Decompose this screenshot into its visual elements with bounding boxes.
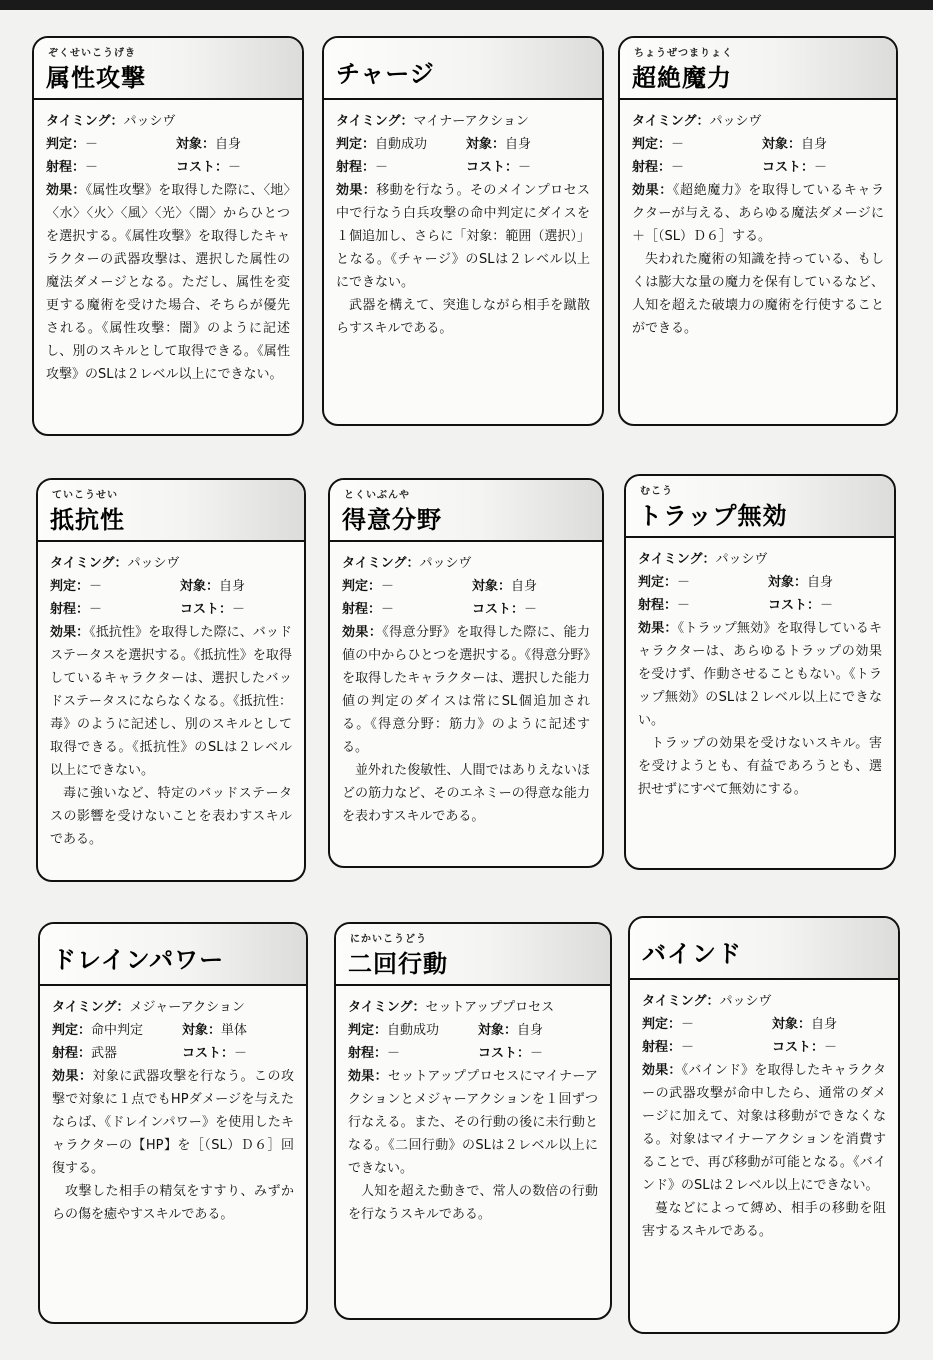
range-label: 射程：	[342, 602, 382, 617]
cost-cell	[466, 156, 531, 179]
effect-paragraph	[336, 179, 590, 294]
card-body	[40, 986, 306, 1226]
judge-value: －	[671, 137, 685, 152]
judge-label: 判定：	[342, 579, 382, 594]
judge-row	[52, 1019, 294, 1042]
flavor-text: 武器を構えて、突進しながら相手を蹴散らすスキルである。	[336, 298, 590, 336]
timing-label: タイミング：	[50, 556, 128, 571]
range-row	[642, 1036, 886, 1059]
cost-cell	[180, 598, 245, 621]
flavor-text: 失われた魔術の知識を持っている、もしくは膨大な量の魔力を保有しているなど、人知を超えた破壊力の魔術を行使することができる。	[632, 252, 884, 336]
effect-paragraph	[638, 617, 882, 732]
judge-label: 判定：	[46, 137, 86, 152]
timing-row	[342, 552, 590, 575]
target-value: 自身	[219, 579, 246, 594]
card-header	[38, 480, 304, 542]
skill-card	[32, 36, 304, 436]
judge-row	[348, 1019, 598, 1042]
effect-text: 《トラップ無効》を取得しているキャラクターは、あらゆるトラップの効果を受けず、作動させることもない。《トラップ無効》のSLは２レベル以上にできない。	[638, 621, 882, 728]
effect-paragraph	[50, 621, 292, 782]
flavor-text: 毒に強いなど、特定のバッドステータスの影響を受けないことを表わすスキルである。	[50, 786, 292, 847]
effect-text: 《超絶魔力》を取得しているキャラクターが与える、あらゆる魔法ダメージに＋［（SL）Ｄ６］する。	[632, 183, 884, 244]
range-row	[46, 156, 290, 179]
card-header	[630, 918, 898, 980]
judge-value: －	[677, 575, 691, 590]
range-label: 射程：	[638, 598, 678, 613]
card-body	[336, 986, 610, 1226]
timing-label: タイミング：	[342, 556, 420, 571]
timing-row	[336, 110, 590, 133]
judge-value: 自動成功	[387, 1023, 440, 1038]
judge-value: －	[681, 1017, 695, 1032]
range-label: 射程：	[348, 1046, 388, 1061]
target-cell	[176, 133, 241, 156]
page-top-border	[0, 0, 933, 10]
card-body	[38, 542, 304, 851]
target-cell	[478, 1019, 543, 1042]
cost-value: －	[524, 602, 538, 617]
effect-text: 《得意分野》を取得した際に、能力値の中からひとつを選択する。《得意分野》を取得したキャラクターは、選択した能力値の判定のダイスは常にSL個追加される。《得意分野：筋力》のように記述する。	[342, 625, 590, 755]
target-cell	[472, 575, 537, 598]
judge-label: 判定：	[348, 1023, 388, 1038]
timing-row	[50, 552, 292, 575]
cost-label: コスト：	[762, 160, 815, 175]
target-cell	[466, 133, 531, 156]
effect-text: 対象に武器攻撃を行なう。この攻撃で対象に１点でもHPダメージを与えたならば、《ドレインパワー》を使用したキャラクターの【HP】を［（SL）Ｄ６］回復する。	[52, 1069, 294, 1176]
target-label: 対象：	[768, 575, 808, 590]
effect-label: 効果：	[342, 625, 383, 640]
cost-cell	[762, 156, 827, 179]
timing-row	[638, 548, 882, 571]
judge-row	[336, 133, 590, 156]
target-value: 自身	[215, 137, 242, 152]
range-value: －	[671, 160, 685, 175]
timing-value: メジャーアクション	[129, 1000, 245, 1015]
judge-label: 判定：	[336, 137, 376, 152]
flavor-text: 攻撃した相手の精気をすすり、みずからの傷を癒やすスキルである。	[52, 1184, 294, 1222]
target-label: 対象：	[180, 579, 220, 594]
cost-label: コスト：	[182, 1046, 235, 1061]
judge-value: 命中判定	[91, 1023, 144, 1038]
judge-row	[50, 575, 292, 598]
skill-title: 得意分野	[342, 506, 442, 534]
effect-paragraph	[642, 1059, 886, 1197]
card-header	[336, 924, 610, 986]
range-row	[632, 156, 884, 179]
card-header	[40, 924, 306, 986]
skill-card	[628, 916, 900, 1334]
target-cell	[762, 133, 827, 156]
effect-paragraph	[348, 1065, 598, 1180]
skill-card	[618, 36, 898, 426]
range-row	[336, 156, 590, 179]
judge-label: 判定：	[50, 579, 90, 594]
timing-row	[52, 996, 294, 1019]
cost-label: コスト：	[472, 602, 525, 617]
timing-label: タイミング：	[632, 114, 710, 129]
card-body	[34, 100, 302, 386]
skill-title: 抵抗性	[50, 506, 125, 534]
cost-label: コスト：	[768, 598, 821, 613]
target-cell	[768, 571, 833, 594]
timing-value: パッシヴ	[709, 114, 762, 129]
title-ruby: ていこうせい	[52, 490, 118, 501]
cost-label: コスト：	[772, 1040, 825, 1055]
title-ruby: ぞくせいこうげき	[48, 48, 136, 59]
skill-card	[38, 922, 308, 1324]
cost-cell	[176, 156, 241, 179]
effect-paragraph	[52, 1065, 294, 1180]
range-row	[348, 1042, 598, 1065]
card-header	[620, 38, 896, 100]
target-label: 対象：	[466, 137, 506, 152]
effect-label: 効果：	[52, 1069, 93, 1084]
judge-label: 判定：	[52, 1023, 92, 1038]
skill-card	[624, 474, 896, 870]
cost-value: －	[232, 602, 246, 617]
judge-value: －	[381, 579, 395, 594]
target-value: 自身	[807, 575, 834, 590]
cost-label: コスト：	[176, 160, 229, 175]
title-ruby: ちょうぜつまりょく	[634, 48, 733, 59]
cost-value: －	[814, 160, 828, 175]
skill-title: 二回行動	[348, 950, 448, 978]
effect-text: 《バインド》を取得したキャラクターの武器攻撃が命中したら、通常のダメージに加えて、対象は移動ができなくなる。対象はマイナーアクションを消費することで、再び移動が可能となる。《バインド》のSLは２レベル以上にできない。	[642, 1063, 886, 1193]
effect-label: 効果：	[642, 1063, 682, 1078]
target-value: 自身	[511, 579, 538, 594]
judge-value: 自動成功	[375, 137, 428, 152]
range-value: －	[387, 1046, 401, 1061]
card-body	[330, 542, 602, 828]
effect-label: 効果：	[336, 183, 377, 198]
target-label: 対象：	[472, 579, 512, 594]
timing-label: タイミング：	[46, 114, 124, 129]
judge-value: －	[89, 579, 103, 594]
target-label: 対象：	[478, 1023, 518, 1038]
judge-row	[632, 133, 884, 156]
judge-label: 判定：	[632, 137, 672, 152]
cost-cell	[772, 1036, 837, 1059]
flavor-text: 並外れた俊敏性、人間ではありえないほどの筋力など、そのエネミーの得意な能力を表わすスキルである。	[342, 763, 590, 824]
timing-value: パッシヴ	[127, 556, 180, 571]
target-value: 自身	[517, 1023, 544, 1038]
target-value: 自身	[505, 137, 532, 152]
cost-cell	[478, 1042, 543, 1065]
cost-value: －	[234, 1046, 248, 1061]
range-label: 射程：	[642, 1040, 682, 1055]
range-row	[638, 594, 882, 617]
target-label: 対象：	[182, 1023, 222, 1038]
skill-title: トラップ無効	[638, 502, 788, 530]
cost-value: －	[824, 1040, 838, 1055]
range-row	[52, 1042, 294, 1065]
target-cell	[180, 575, 245, 598]
range-label: 射程：	[50, 602, 90, 617]
cost-cell	[182, 1042, 247, 1065]
range-label: 射程：	[336, 160, 376, 175]
effect-paragraph	[632, 179, 884, 248]
effect-text: セットアッププロセスにマイナーアクションとメジャーアクションを１回ずつ行なえる。また、その行動の後に未行動となる。《二回行動》のSLは２レベル以上にできない。	[348, 1069, 598, 1176]
skill-card	[328, 478, 604, 868]
cost-label: コスト：	[180, 602, 233, 617]
target-value: 自身	[801, 137, 828, 152]
target-label: 対象：	[772, 1017, 812, 1032]
cost-label: コスト：	[478, 1046, 531, 1061]
range-value: －	[89, 602, 103, 617]
skill-card	[36, 478, 306, 882]
range-value: －	[677, 598, 691, 613]
cost-label: コスト：	[466, 160, 519, 175]
flavor-text: トラップの効果を受けないスキル。害を受けようとも、有益であろうとも、選択せずにすべて無効にする。	[638, 736, 882, 797]
skill-title: 超絶魔力	[632, 64, 732, 92]
range-value: －	[381, 602, 395, 617]
timing-value: マイナーアクション	[413, 114, 529, 129]
cost-value: －	[228, 160, 242, 175]
timing-label: タイミング：	[642, 994, 720, 1009]
timing-value: パッシヴ	[719, 994, 772, 1009]
range-row	[342, 598, 590, 621]
range-label: 射程：	[632, 160, 672, 175]
judge-row	[638, 571, 882, 594]
timing-value: パッシヴ	[123, 114, 176, 129]
card-body	[620, 100, 896, 340]
range-value: －	[375, 160, 389, 175]
timing-row	[632, 110, 884, 133]
target-cell	[772, 1013, 837, 1036]
judge-label: 判定：	[638, 575, 678, 590]
effect-text: 《属性攻撃》を取得した際に、〈地〉〈水〉〈火〉〈風〉〈光〉〈闇〉からひとつを選択する。《属性攻撃》を取得したキャラクターの武器攻撃は、選択した属性の魔法ダメージとなる。ただし、属性を変更する魔術を受けた場合、そちらが優先される。《属性攻撃：闇》のように記述し、別のスキルとして取得できる。《属性攻撃》のSLは２レベル以上にできない。	[46, 183, 290, 382]
timing-label: タイミング：	[52, 1000, 130, 1015]
card-body	[626, 538, 894, 801]
card-body	[324, 100, 602, 340]
effect-text: 《抵抗性》を取得した際に、バッドステータスを選択する。《抵抗性》を取得しているキャラクターは、選択したバッドステータスにならなくなる。《抵抗性：毒》のように記述し、別のスキルとして取得できる。《抵抗性》のSLは２レベル以上にできない。	[50, 625, 292, 778]
judge-row	[46, 133, 290, 156]
target-label: 対象：	[176, 137, 216, 152]
effect-label: 効果：	[638, 621, 678, 636]
flavor-text: 人知を超えた動きで、常人の数倍の行動を行なうスキルである。	[348, 1184, 598, 1222]
skill-title: ドレインパワー	[52, 946, 225, 974]
timing-value: パッシヴ	[419, 556, 472, 571]
effect-label: 効果：	[632, 183, 673, 198]
timing-label: タイミング：	[638, 552, 716, 567]
timing-value: パッシヴ	[715, 552, 768, 567]
cost-value: －	[530, 1046, 544, 1061]
target-value: 単体	[221, 1023, 248, 1038]
card-header	[330, 480, 602, 542]
effect-label: 効果：	[348, 1069, 388, 1084]
title-ruby: むこう	[640, 486, 673, 497]
timing-row	[46, 110, 290, 133]
range-label: 射程：	[52, 1046, 92, 1061]
judge-label: 判定：	[642, 1017, 682, 1032]
skill-card	[334, 922, 612, 1320]
title-ruby: にかいこうどう	[350, 934, 427, 945]
effect-text: 移動を行なう。そのメインプロセス中で行なう白兵攻撃の命中判定にダイスを１個追加し、さらに「対象：範囲（選択）」となる。《チャージ》のSLは２レベル以上にできない。	[336, 183, 590, 290]
range-label: 射程：	[46, 160, 86, 175]
target-value: 自身	[811, 1017, 838, 1032]
card-header	[324, 38, 602, 100]
card-header	[626, 476, 894, 538]
cost-value: －	[820, 598, 834, 613]
flavor-text: 蔓などによって縛め、相手の移動を阻害するスキルである。	[642, 1201, 886, 1239]
cost-cell	[768, 594, 833, 617]
target-cell	[182, 1019, 247, 1042]
range-row	[50, 598, 292, 621]
judge-value: －	[85, 137, 99, 152]
skill-title: バインド	[642, 940, 742, 968]
judge-row	[642, 1013, 886, 1036]
range-value: －	[85, 160, 99, 175]
timing-label: タイミング：	[336, 114, 414, 129]
skill-title: チャージ	[336, 60, 435, 88]
cost-cell	[472, 598, 537, 621]
effect-paragraph	[46, 179, 290, 386]
range-value: －	[681, 1040, 695, 1055]
skill-title: 属性攻撃	[46, 64, 146, 92]
timing-row	[348, 996, 598, 1019]
timing-label: タイミング：	[348, 1000, 426, 1015]
effect-label: 効果：	[50, 625, 90, 640]
effect-paragraph	[342, 621, 590, 759]
skill-card	[322, 36, 604, 426]
effect-label: 効果：	[46, 183, 86, 198]
title-ruby: とくいぶんや	[344, 490, 410, 501]
range-value: 武器	[91, 1046, 118, 1061]
card-header	[34, 38, 302, 100]
judge-row	[342, 575, 590, 598]
target-label: 対象：	[762, 137, 802, 152]
timing-value: セットアッププロセス	[425, 1000, 555, 1015]
card-body	[630, 980, 898, 1243]
cost-value: －	[518, 160, 532, 175]
timing-row	[642, 990, 886, 1013]
